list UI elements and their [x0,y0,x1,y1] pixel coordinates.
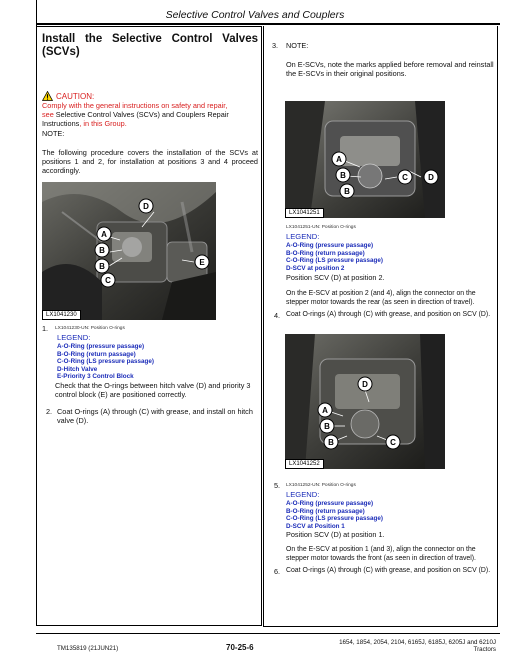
callout-b-2 [340,184,354,198]
paragraph-front-alignment: On the E-SCV at position 1 (and 3), align the connector on the stepper motor towards the front (as seen in direction of travel). [286,546,476,562]
callout-b [95,243,109,257]
callout-a [332,152,346,166]
note-label: NOTE: [42,129,65,138]
document-id: TM135819 (21JUN21) [57,645,119,652]
footer-models [339,639,496,653]
photo-id-label: LX1041252 [285,459,324,469]
step-3-note-text: On E-SCVs, note the marks applied before removal and reinstall the E-SCVs in their original positions. [286,60,494,79]
legend-item: D-SCV at Position 1 [286,522,345,530]
header-rule [36,23,500,25]
figure-caption: LX1041230-UN: Position O-rings [55,326,125,331]
legend-1-after: Position SCV (D) at position 2. [286,273,385,282]
svg-text:B: B [99,246,105,255]
footer-rule [36,633,500,634]
svg-text:C: C [390,438,396,447]
svg-text:B: B [340,171,346,180]
legend-item: B-O-Ring (return passage) [286,507,365,515]
right-column-bottom-border [263,626,498,627]
step-1-text: Check that the O-rings between hitch valve (D) and priority 3 control block (E) are positioned correctly. [55,381,251,400]
step-6-text: Coat O-rings (A) through (C) with grease, and position on SCV (D). [286,567,491,574]
legend-item: D-SCV at position 2 [286,264,345,272]
caution-text: Comply with the general instructions on safety and repair, [42,101,228,110]
step-3-number: 3. [272,41,279,50]
step-1-number: 1. [42,324,49,333]
legend-item: C-O-Ring (LS pressure passage) [286,515,383,523]
caution-in-group: , in this Group. [79,119,127,129]
photo-id-label: LX1041230 [42,310,81,320]
repair-instructions-link[interactable]: Selective Control Valves (SCVs) and Couplers Repair Instructions [42,110,229,129]
page-number: 70-25-6 [226,643,254,652]
svg-text:B: B [328,438,334,447]
callout-b [336,168,350,182]
section-heading: Install the Selective Control Valves (SCVs) [42,33,258,58]
note-text: The following procedure covers the installation of the SCVs at positions 1 and 2, for installation at positions 3 and 4 proceed accordingly. [42,148,258,176]
legend-title: LEGEND: [286,232,320,241]
callout-c [398,170,412,184]
scv-position-1-photo [285,334,445,469]
legend-item: B-O-Ring (return passage) [286,249,365,257]
legend-title: LEGEND: [286,490,320,499]
photo-id-label: LX1041251 [285,208,324,218]
callout-b [320,419,334,433]
svg-text:E: E [199,258,205,267]
figure-caption: LX1041252-UN: Position O-rings [286,483,356,488]
right-column-border [497,26,498,626]
step-6-number: 6. [274,567,281,576]
scv-position-2-photo [285,101,445,218]
callout-c [95,259,109,273]
legend-item: A-O-Ring (pressure passage) [57,343,145,350]
legend-title: LEGEND: [57,333,91,342]
running-header-title: Selective Control Valves and Couplers [165,9,345,21]
callout-d [424,170,438,184]
svg-text:C: C [402,173,408,182]
legend-list [57,343,154,381]
legend-item: E-Priority 3 Control Block [57,373,134,381]
svg-text:B: B [99,262,105,271]
caution-see: see [42,110,54,119]
step-4-number: 4. [274,311,281,320]
legend-2-after: Position SCV (D) at position 1. [286,530,385,539]
legend-item: A-O-Ring (pressure passage) [286,242,374,249]
step-2-text: Coat O-rings (A) through (C) with grease, and install on hitch valve (D). [57,407,253,426]
callout-b-2 [324,435,338,449]
svg-text:B: B [344,187,350,196]
step-2-number: 2. [46,407,53,416]
callout-a [318,403,332,417]
legend-item: D-Hitch Valve [57,365,98,373]
caution-reference [42,110,260,128]
column-divider [263,26,264,626]
step-3-note-label: NOTE: [286,41,309,50]
svg-text:B: B [324,422,330,431]
svg-text:D: D [143,202,149,211]
callout-d [139,199,153,213]
caution-label: CAUTION: [56,91,95,101]
model-list: 1654, 1854, 2054, 2104, 6165J, 6185J, 6205J and 6210J [339,639,496,646]
legend-list [286,500,383,530]
warning-triangle-icon [42,91,53,101]
product-name: Tractors [473,646,496,653]
step-4-text: Coat O-rings (A) through (C) with grease, and position on SCV (D). [286,311,491,318]
legend-item: C-O-Ring (LS pressure passage) [57,358,154,366]
svg-text:A: A [101,230,107,239]
svg-text:D: D [362,380,368,389]
svg-text:A: A [336,155,342,164]
svg-text:A: A [322,406,328,415]
svg-text:D: D [428,173,434,182]
legend-item: B-O-Ring (return passage) [57,350,136,358]
callout-c [386,435,400,449]
legend-item: C-O-Ring (LS pressure passage) [286,257,383,265]
legend-list [286,242,383,272]
callout-d [358,377,372,391]
hitch-valve-photo [42,182,216,320]
callout-e [195,255,209,269]
figure-caption: LX1041251-UN: Position O-rings [286,225,356,230]
step-5-number: 5. [274,481,281,490]
callout-b-2 [101,273,115,287]
svg-text:C: C [105,276,111,285]
caution-row [42,91,94,101]
legend-item: A-O-Ring (pressure passage) [286,500,374,507]
callout-a [97,227,111,241]
paragraph-rear-alignment: On the E-SCV at position 2 (and 4), align the connector on the stepper motor towards the rear (as seen in direction of travel). [286,290,476,306]
